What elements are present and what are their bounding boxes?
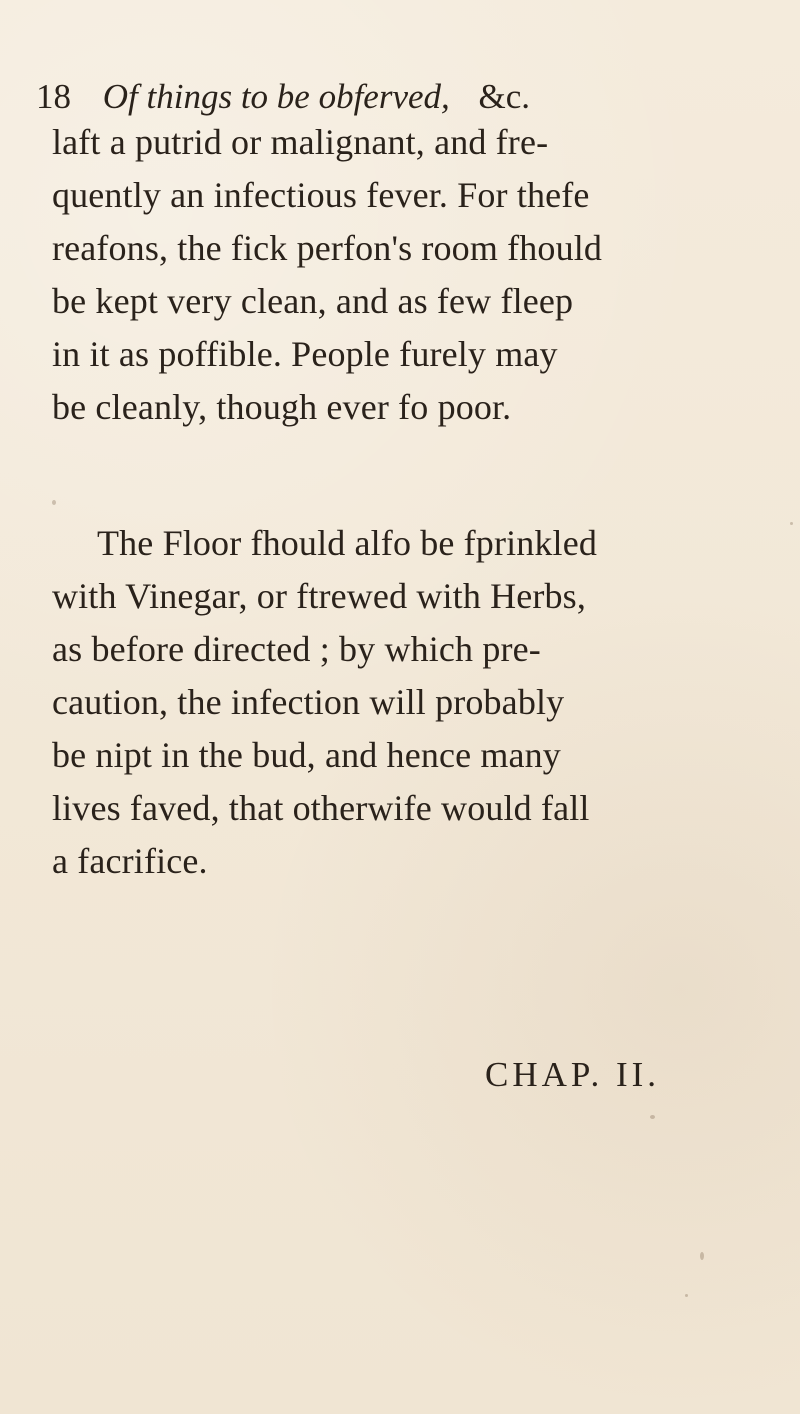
running-title: Of things to be obferved,	[102, 77, 450, 116]
text-line: caution, the infection will probably	[52, 682, 565, 722]
paragraph-2	[52, 517, 762, 888]
paper-speck	[650, 1115, 655, 1119]
page-number: 18	[36, 77, 71, 116]
text-line: laft a putrid or malignant, and fre-	[52, 122, 549, 162]
text-line: as before directed ; by which pre-	[52, 629, 541, 669]
text-line: with Vinegar, or ftrewed with Herbs,	[52, 576, 586, 616]
running-title-etc: &c.	[478, 77, 531, 116]
text-line: in it as poffible. People furely may	[52, 334, 558, 374]
paper-speck	[52, 500, 56, 505]
text-line: quently an infectious fever. For thefe	[52, 175, 590, 215]
text-line: The Floor fhould alfo be fprinkled	[97, 523, 597, 563]
text-line: be kept very clean, and as few fleep	[52, 281, 574, 321]
paper-speck	[700, 1252, 704, 1260]
running-header	[36, 72, 736, 122]
text-line: be nipt in the bud, and hence many	[52, 735, 561, 775]
paper-speck	[790, 522, 793, 525]
chapter-heading: CHAP. II.	[485, 1055, 661, 1094]
paragraph-1	[52, 116, 762, 434]
paper-speck	[685, 1294, 688, 1297]
text-line: a facrifice.	[52, 841, 208, 881]
text-line: lives faved, that otherwife would fall	[52, 788, 590, 828]
text-line: be cleanly, though ever fo poor.	[52, 387, 512, 427]
text-line: reafons, the fick perfon's room fhould	[52, 228, 603, 268]
